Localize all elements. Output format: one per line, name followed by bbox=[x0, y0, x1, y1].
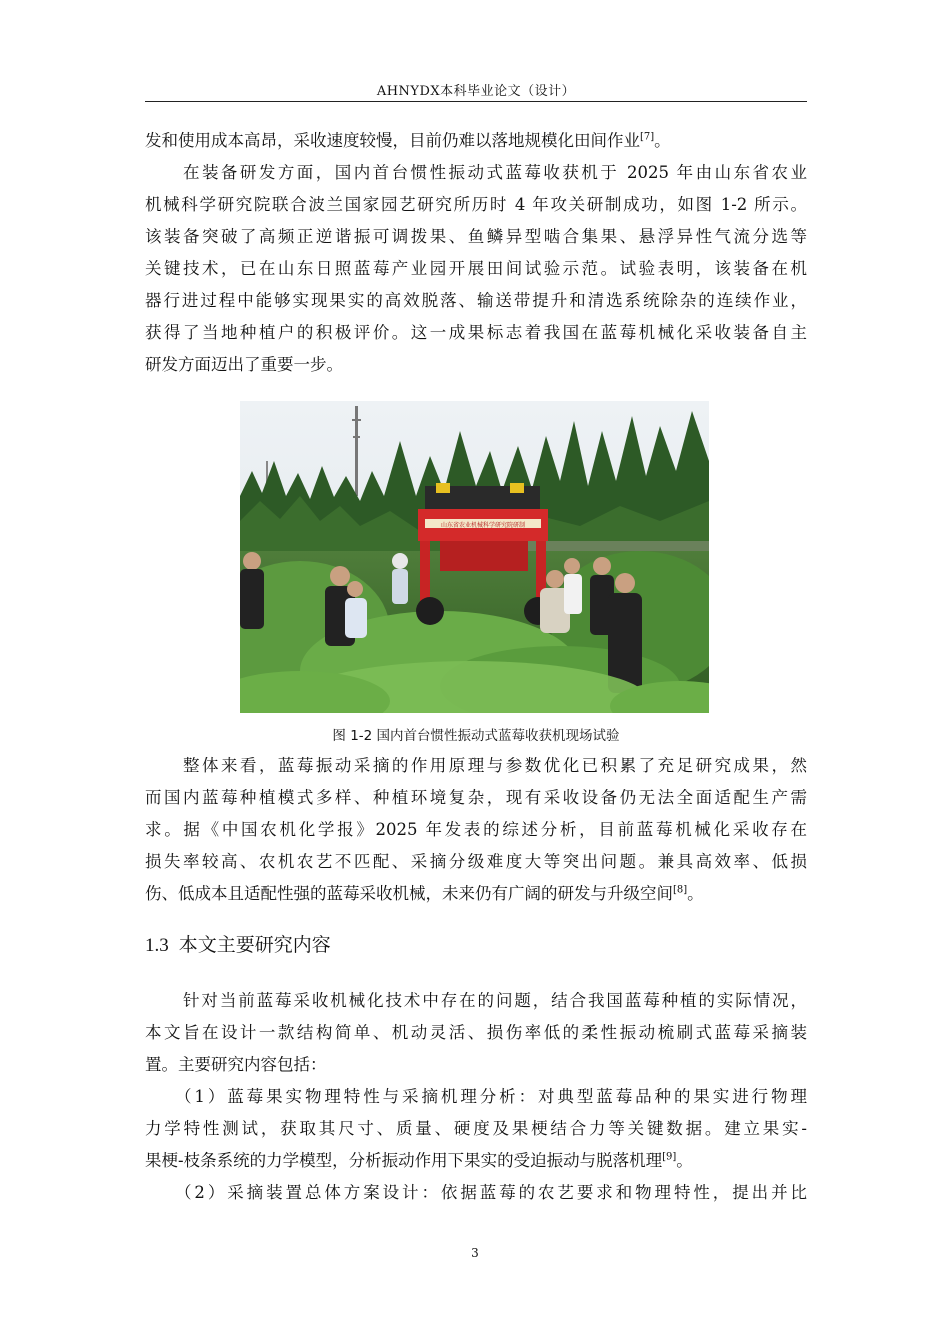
header-rule bbox=[145, 101, 807, 102]
text-line: 在装备研发方面，国内首台惯性振动式蓝莓收获机于 2025 年由山东省农业 bbox=[183, 163, 807, 182]
section-heading bbox=[145, 930, 331, 957]
text-line: （2）采摘装置总体方案设计：依据蓝莓的农艺要求和物理特性，提出并比 bbox=[175, 1183, 807, 1202]
page-number: 3 bbox=[471, 1246, 479, 1260]
citation-ref: [8] bbox=[673, 884, 688, 896]
running-header: AHNYDX本科毕业论文（设计） bbox=[376, 84, 576, 99]
paragraph-block-3 bbox=[145, 985, 807, 1209]
text-line: 该装备突破了高频正逆谐振可调拨果、鱼鳞异型啮合集果、悬浮异性气流分选等 bbox=[145, 227, 807, 246]
text-line: 而国内蓝莓种植模式多样、种植环境复杂，现有采收设备仍无法全面适配生产需 bbox=[145, 788, 807, 807]
text-line: 关键技术，已在山东日照蓝莓产业园开展田间试验示范。试验表明，该装备在机 bbox=[145, 259, 807, 278]
text-segment: 果梗-枝条系统的力学模型，分析振动作用下果实的受迫振动与脱落机理 bbox=[145, 1151, 663, 1170]
paragraph-block-2 bbox=[145, 750, 807, 910]
text-line: 置。主要研究内容包括： bbox=[145, 1055, 327, 1074]
text-line: 本文旨在设计一款结构简单、机动灵活、损伤率低的柔性振动梳刷式蓝莓采摘装 bbox=[145, 1023, 807, 1042]
figure-caption: 图 1-2 国内首台惯性振动式蓝莓收获机现场试验 bbox=[332, 728, 620, 744]
text-line: 针对当前蓝莓采收机械化技术中存在的问题，结合我国蓝莓种植的实际情况， bbox=[183, 991, 807, 1010]
text-segment: 发和使用成本高昂，采收速度较慢，目前仍难以落地规模化田间作业 bbox=[145, 131, 640, 150]
section-number: 1.3 bbox=[145, 935, 169, 956]
text-segment: 。 bbox=[654, 131, 671, 150]
citation-ref: [9] bbox=[662, 1151, 677, 1163]
text-line: 力学特性测试，获取其尺寸、质量、硬度及果梗结合力等关键数据。建立果实- bbox=[145, 1119, 807, 1138]
text-line: 器行进过程中能够实现果实的高效脱落、输送带提升和清选系统除杂的连续作业， bbox=[145, 291, 807, 310]
text-line: 研发方面迈出了重要一步。 bbox=[145, 355, 343, 374]
text-line bbox=[145, 878, 807, 910]
text-line: 获得了当地种植户的积极评价。这一成果标志着我国在蓝莓机械化采收装备自主 bbox=[145, 323, 807, 342]
machine-sign: 山东省农业机械科学研究院研制 bbox=[440, 522, 526, 529]
figure-photo bbox=[240, 401, 709, 713]
text-line bbox=[145, 125, 807, 157]
text-line: 求。据《中国农机化学报》2025 年发表的综述分析，目前蓝莓机械化采收存在 bbox=[145, 820, 807, 839]
text-line bbox=[145, 1145, 807, 1177]
paragraph-block-1 bbox=[145, 125, 807, 381]
text-line: （1）蓝莓果实物理特性与采摘机理分析：对典型蓝莓品种的果实进行物理 bbox=[175, 1087, 807, 1106]
text-segment: 。 bbox=[687, 884, 704, 903]
citation-ref: [7] bbox=[640, 131, 655, 143]
text-line: 损失率较高、农机农艺不匹配、采摘分级难度大等突出问题。兼具高效率、低损 bbox=[145, 852, 807, 871]
text-line: 整体来看，蓝莓振动采摘的作用原理与参数优化已积累了充足研究成果，然 bbox=[183, 756, 807, 775]
section-title: 本文主要研究内容 bbox=[178, 934, 331, 956]
text-segment: 伤、低成本且适配性强的蓝莓采收机械，未来仍有广阔的研发与升级空间 bbox=[145, 884, 673, 903]
text-segment: 。 bbox=[676, 1151, 693, 1170]
text-line: 机械科学研究院联合波兰国家园艺研究所历时 4 年攻关研制成功，如图 1-2 所示。 bbox=[145, 195, 807, 214]
harvester-photo-illustration bbox=[240, 401, 709, 713]
